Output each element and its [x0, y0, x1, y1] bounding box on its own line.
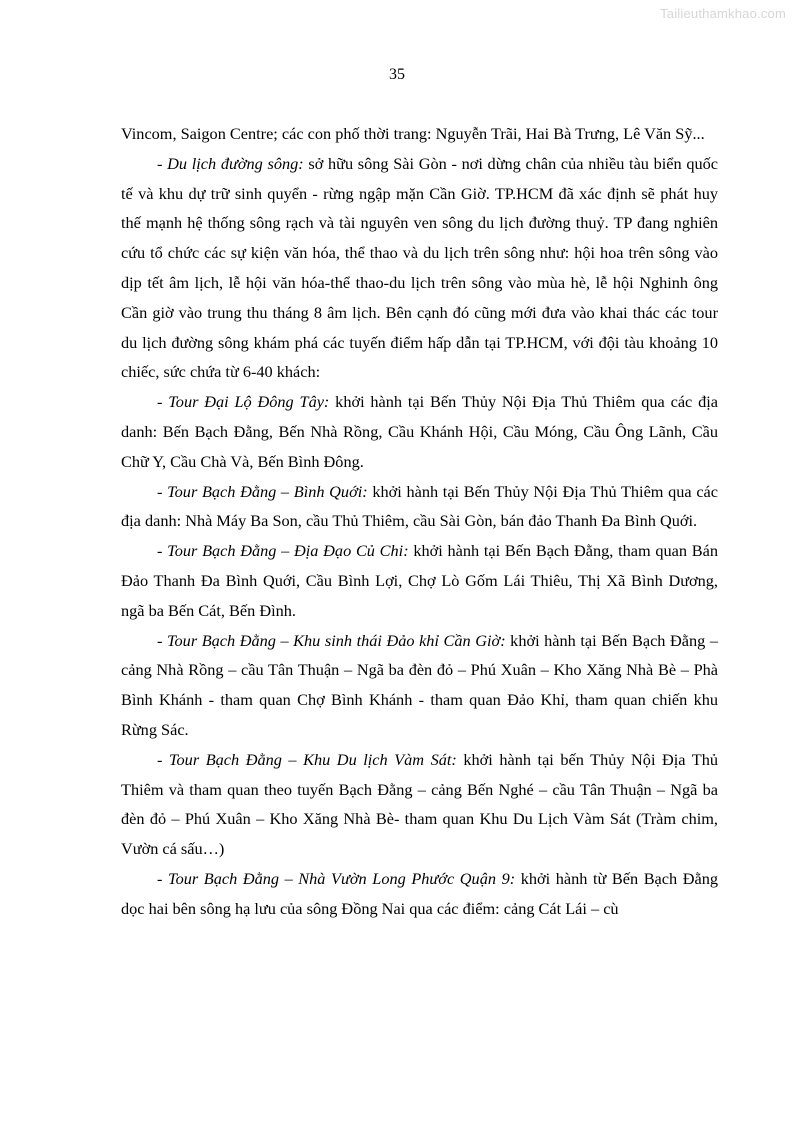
paragraph-intro — [121, 119, 718, 149]
list-dash: - — [157, 392, 169, 412]
list-dash: - — [157, 868, 169, 888]
paragraph-text: khởi hành tại Bến Bạch Đằng – cảng Nhà Rồng – cầu Tân Thuận – Ngã ba đèn đỏ – Phú Xuân – Kho Xăng Nhà Bè – Phà Bình Khánh - tham quan Chợ Bình Khánh - tham quan Đảo Khỉ, tham quan chiến khu Rừng Sác. — [121, 630, 718, 739]
list-dash: - — [157, 541, 168, 561]
list-dash: - — [157, 630, 167, 650]
list-dash: - — [157, 153, 168, 173]
list-dash: - — [157, 481, 168, 501]
paragraph-text: khởi hành tại bến Thủy Nội Địa Thủ Thiêm và tham quan theo tuyến Bạch Đằng – cảng Bến Nghé – cầu Tân Thuận – Ngã ba đèn đỏ – Phú Xuân – Kho Xăng Nhà Bè- tham quan Khu Du Lịch Vàm Sát (Tràm chim, Vườn cá sấu…) — [121, 749, 719, 859]
paragraph-tour-binh-quoi — [121, 477, 718, 537]
paragraph-tour-cu-chi — [121, 536, 718, 625]
paragraph-text: khởi hành từ Bến Bạch Đằng dọc hai bên sông hạ lưu của sông Đồng Nai qua các điểm: cảng Cát Lái – cù — [121, 868, 719, 918]
paragraph-heading: Du lịch đường sông: — [167, 153, 304, 173]
paragraph-text: sở hữu sông Sài Gòn - nơi dừng chân của nhiều tàu biển quốc tế và khu dự trữ sinh quyển - rừng ngập mặn Cần Giờ. TP.HCM đã xác định sẽ phát huy thế mạnh hệ thống sông rạch và tài nguyên ven sông du lịch đường thuỷ. TP đang nghiên cứu tổ chức các sự kiện văn hóa, thể thao và du lịch trên sông như: hội hoa trên sông vào dịp tết âm lịch, lễ hội văn hóa-thể thao-du lịch trên sông vào mùa hè, lễ hội Nghinh ông Cần giờ vào trung thu tháng 8 âm lịch. Bên cạnh đó cũng mới đưa vào khai thác các tour du lịch đường sông khám phá các tuyến điểm hấp dẫn tại TP.HCM, với đội tàu khoảng 10 chiếc, sức chứa từ 6-40 khách: — [121, 153, 719, 382]
paragraph-text: Vincom, Saigon Centre; các con phố thời trang: Nguyễn Trãi, Hai Bà Trưng, Lê Văn Sỹ... — [121, 124, 705, 143]
paragraph-heading: Tour Bạch Đằng – Khu Du lịch Vàm Sát: — [168, 749, 457, 769]
paragraph-tour-long-phuoc — [121, 864, 718, 924]
page-number: 35 — [389, 66, 405, 83]
paragraph-heading: Tour Bạch Đằng – Khu sinh thái Đảo khỉ Cần Giờ: — [166, 630, 506, 650]
document-body — [121, 119, 718, 924]
paragraph-heading: Tour Đại Lộ Đông Tây: — [168, 392, 330, 412]
watermark: Tailieuthamkhao.com — [660, 6, 786, 21]
paragraph-heading: Tour Bạch Đằng – Địa Đạo Củ Chi: — [167, 541, 409, 561]
list-dash: - — [157, 749, 169, 769]
paragraph-heading: Tour Bạch Đằng – Nhà Vườn Long Phước Quận 9: — [168, 868, 516, 888]
paragraph-tour-can-gio — [121, 626, 718, 745]
paragraph-heading: Tour Bạch Đằng – Bình Quới: — [167, 481, 368, 501]
paragraph-river-tourism — [121, 149, 718, 387]
paragraph-tour-dai-lo-dong-tay — [121, 387, 718, 476]
paragraph-text: khởi hành tại Bến Thủy Nội Địa Thủ Thiêm qua các địa danh: Nhà Máy Ba Son, cầu Thủ Thiêm, cầu Sài Gòn, bán đảo Thanh Đa Bình Quới. — [121, 481, 719, 531]
paragraph-text: khởi hành tại Bến Thủy Nội Địa Thủ Thiêm qua các địa danh: Bến Bạch Đằng, Bến Nhà Rồng, Cầu Khánh Hội, Cầu Móng, Cầu Ông Lãnh, Cầu Chữ Y, Cầu Chà Và, Bến Bình Đông. — [121, 392, 718, 471]
paragraph-text: khởi hành tại Bến Bạch Đằng, tham quan Bán Đảo Thanh Đa Bình Quới, Cầu Bình Lợi, Chợ Lò Gốm Lái Thiêu, Thị Xã Bình Dương, ngã ba Bến Cát, Bến Đình. — [121, 541, 718, 620]
paragraph-tour-vam-sat — [121, 745, 718, 864]
